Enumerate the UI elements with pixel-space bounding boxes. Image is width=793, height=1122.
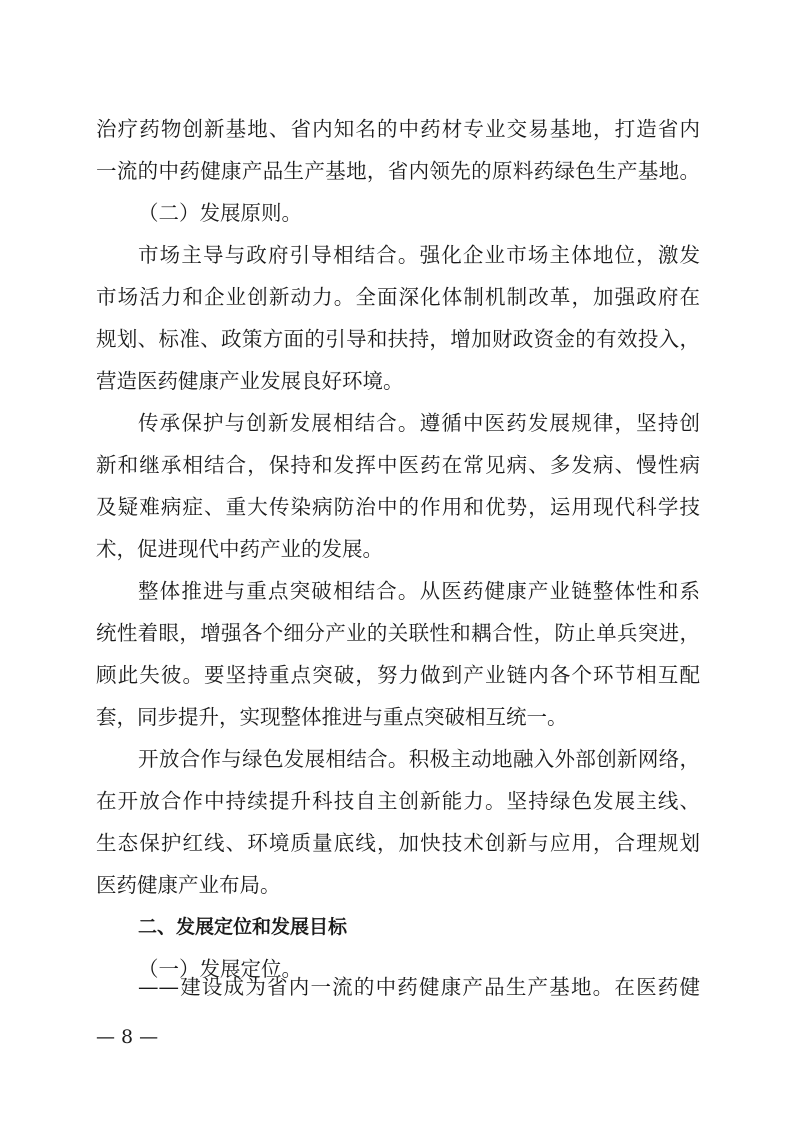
body-text-line: 术，促进现代中药产业的发展。 [96,537,383,561]
section-subheading: （二）发展原则。 [138,201,302,225]
paragraph-first-line: 市场主导与政府引导相结合。强化企业市场主体地位，激发 [138,243,700,267]
body-text-line: 营造医药健康产业发展良好环境。 [96,369,404,393]
chapter-heading: 二、发展定位和发展目标 [138,916,348,938]
paragraph-first-line: 开放合作与绿色发展相结合。积极主动地融入外部创新网络， [138,747,700,771]
body-text-line: 市场活力和企业创新动力。全面深化体制机制改革，加强政府在 [96,285,700,309]
body-text-line: 统性着眼，增强各个细分产业的关联性和耦合性，防止单兵突进， [96,621,700,645]
paragraph-first-line: ——建设成为省内一流的中药健康产品生产基地。在医药健 [138,975,700,999]
body-text-line: 套，同步提升，实现整体推进与重点突破相互统一。 [96,705,568,729]
section-subheading: （一）发展定位。 [138,957,302,981]
paragraph-first-line: 整体推进与重点突破相结合。从医药健康产业链整体性和系 [138,579,700,603]
body-text-line: 新和继承相结合，保持和发挥中医药在常见病、多发病、慢性病 [96,453,700,477]
body-text-line: 顾此失彼。要坚持重点突破，努力做到产业链内各个环节相互配 [96,663,700,687]
page-number: — 8 — [96,1026,159,1048]
body-text-line: 规划、标准、政策方面的引导和扶持，增加财政资金的有效投入， [96,327,700,351]
paragraph-first-line: 传承保护与创新发展相结合。遵循中医药发展规律，坚持创 [138,411,700,435]
body-text-line: 医药健康产业布局。 [96,873,281,897]
body-text-line: 一流的中药健康产品生产基地，省内领先的原料药绿色生产基地。 [96,159,700,183]
body-text-line: 治疗药物创新基地、省内知名的中药材专业交易基地，打造省内 [96,117,700,141]
body-text-line: 在开放合作中持续提升科技自主创新能力。坚持绿色发展主线、 [96,789,700,813]
body-text-line: 及疑难病症、重大传染病防治中的作用和优势，运用现代科学技 [96,495,700,519]
body-text-line: 生态保护红线、环境质量底线，加快技术创新与应用，合理规划 [96,831,700,855]
